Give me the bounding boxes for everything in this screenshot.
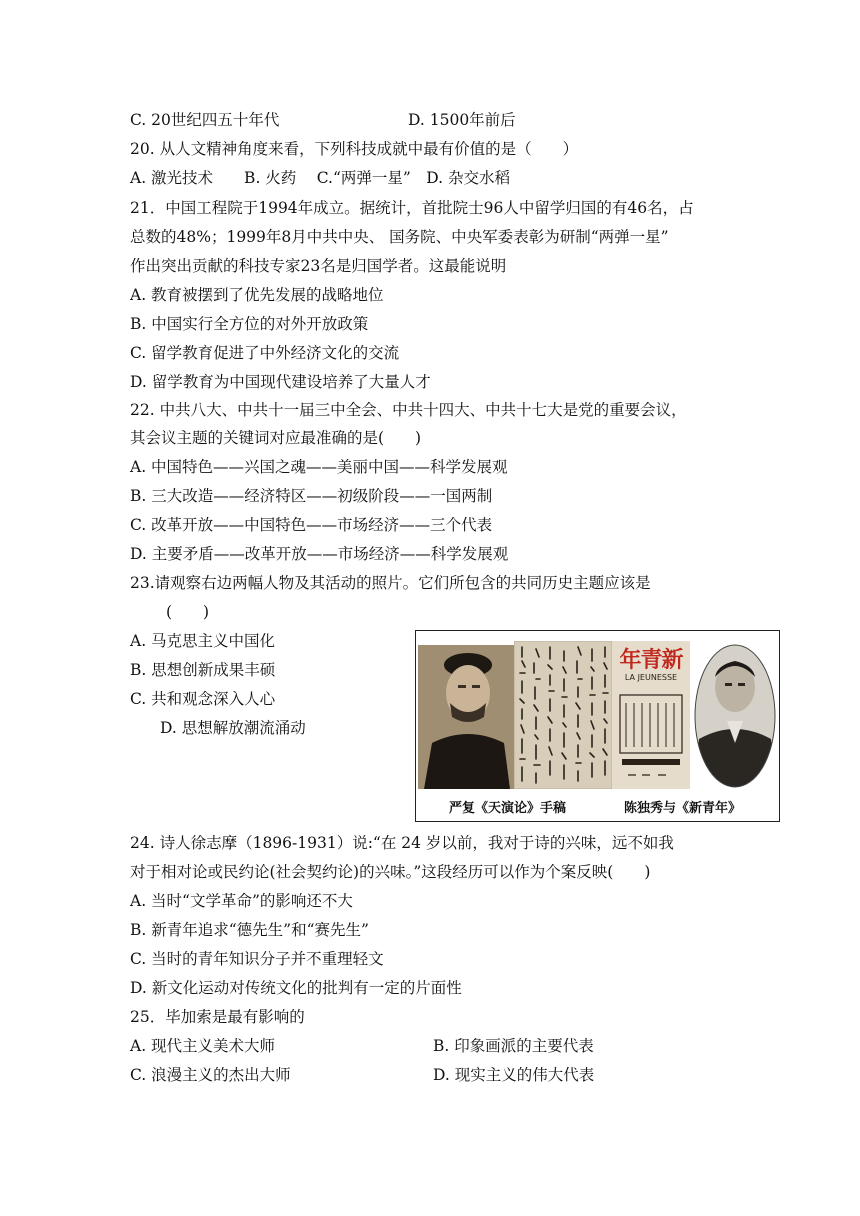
q22-option-b: B. 三大改造——经济特区——初级阶段——一国两制 xyxy=(130,487,493,505)
q21-stem-line3: 作出突出贡献的科技专家23名是归国学者。这最能说明 xyxy=(130,257,507,275)
q21-option-b: B. 中国实行全方位的对外开放政策 xyxy=(130,315,369,333)
portrait-icon xyxy=(418,645,514,789)
q20-options: A. 激光技术 B. 火药 C.“两弹一星” D. 杂交水稻 xyxy=(130,169,511,187)
q25-option-d: D. 现实主义的伟大代表 xyxy=(433,1066,595,1084)
q23-option-d: D. 思想解放潮流涌动 xyxy=(160,719,306,737)
q22-option-a: A. 中国特色——兴国之魂——美丽中国——科学发展观 xyxy=(130,458,508,476)
caption-yan-fu: 严复《天演论》手稿 xyxy=(449,801,567,816)
q19-option-d: D. 1500年前后 xyxy=(408,111,516,129)
q23-option-a: A. 马克思主义中国化 xyxy=(130,632,276,650)
q25-option-a: A. 现代主义美术大师 xyxy=(130,1037,276,1055)
q24-stem-line2: 对于相对论或民约论(社会契约论)的兴味。”这段经历可以作为个案反映( ) xyxy=(130,863,651,881)
caption-chen-duxiu: 陈独秀与《新青年》 xyxy=(624,801,742,816)
q22-option-c: C. 改革开放——中国特色——市场经济——三个代表 xyxy=(130,516,493,534)
tianyanlun-manuscript xyxy=(514,641,612,789)
chen-duxiu-portrait xyxy=(693,643,777,789)
q25-option-b: B. 印象画派的主要代表 xyxy=(433,1037,594,1055)
q21-option-a: A. 教育被摆到了优先发展的战略地位 xyxy=(130,286,384,304)
q22-stem-line2: 其会议主题的关键词对应最准确的是( ) xyxy=(130,429,422,447)
oval-portrait-icon xyxy=(693,643,777,789)
q20-stem: 20. 从人文精神角度来看，下列科技成就中最有价值的是（ ） xyxy=(130,140,579,158)
calligraphy-icon xyxy=(514,641,612,789)
q23-photo-figure xyxy=(415,630,780,822)
magazine-frame-icon xyxy=(612,641,690,789)
q21-option-d: D. 留学教育为中国现代建设培养了大量人才 xyxy=(130,373,431,391)
q22-option-d: D. 主要矛盾——改革开放——市场经济——科学发展观 xyxy=(130,545,509,563)
magazine-title: 年青新 xyxy=(619,647,683,673)
q21-stem-line2: 总数的48%；1999年8月中共中央、 国务院、中央军委表彰为研制“两弹一星” xyxy=(130,228,669,246)
q23-answer-paren: ( ) xyxy=(166,603,210,621)
q23-option-b: B. 思想创新成果丰硕 xyxy=(130,661,276,679)
magazine-subtitle: LA JEUNESSE xyxy=(624,673,678,682)
q23-stem-line1: 23.请观察右边两幅人物及其活动的照片。它们所包含的共同历史主题应该是 xyxy=(130,574,651,592)
yan-fu-portrait xyxy=(418,645,514,789)
q24-option-b: B. 新青年追求“德先生”和“赛先生” xyxy=(130,921,369,939)
q24-option-d: D. 新文化运动对传统文化的批判有一定的片面性 xyxy=(130,979,462,997)
q25-option-c: C. 浪漫主义的杰出大师 xyxy=(130,1066,291,1084)
q25-stem: 25．毕加索是最有影响的 xyxy=(130,1008,305,1026)
q24-stem-line1: 24. 诗人徐志摩（1896-1931）说:“在 24 岁以前，我对于诗的兴味，远不如我 xyxy=(130,834,674,852)
q19-option-c: C. 20世纪四五十年代 xyxy=(130,111,280,129)
q22-stem-line1: 22. 中共八大、中共十一届三中全会、中共十四大、中共十七大是党的重要会议， xyxy=(130,401,687,419)
q24-option-c: C. 当时的青年知识分子并不重理轻文 xyxy=(130,950,384,968)
q24-option-a: A. 当时“文学革命”的影响还不大 xyxy=(130,892,353,910)
q21-option-c: C. 留学教育促进了中外经济文化的交流 xyxy=(130,344,400,362)
q23-option-c: C. 共和观念深入人心 xyxy=(130,690,276,708)
q21-stem-line1: 21．中国工程院于1994年成立。据统计，首批院士96人中留学归国的有46名，占 xyxy=(130,199,694,217)
new-youth-magazine-cover xyxy=(612,641,690,789)
